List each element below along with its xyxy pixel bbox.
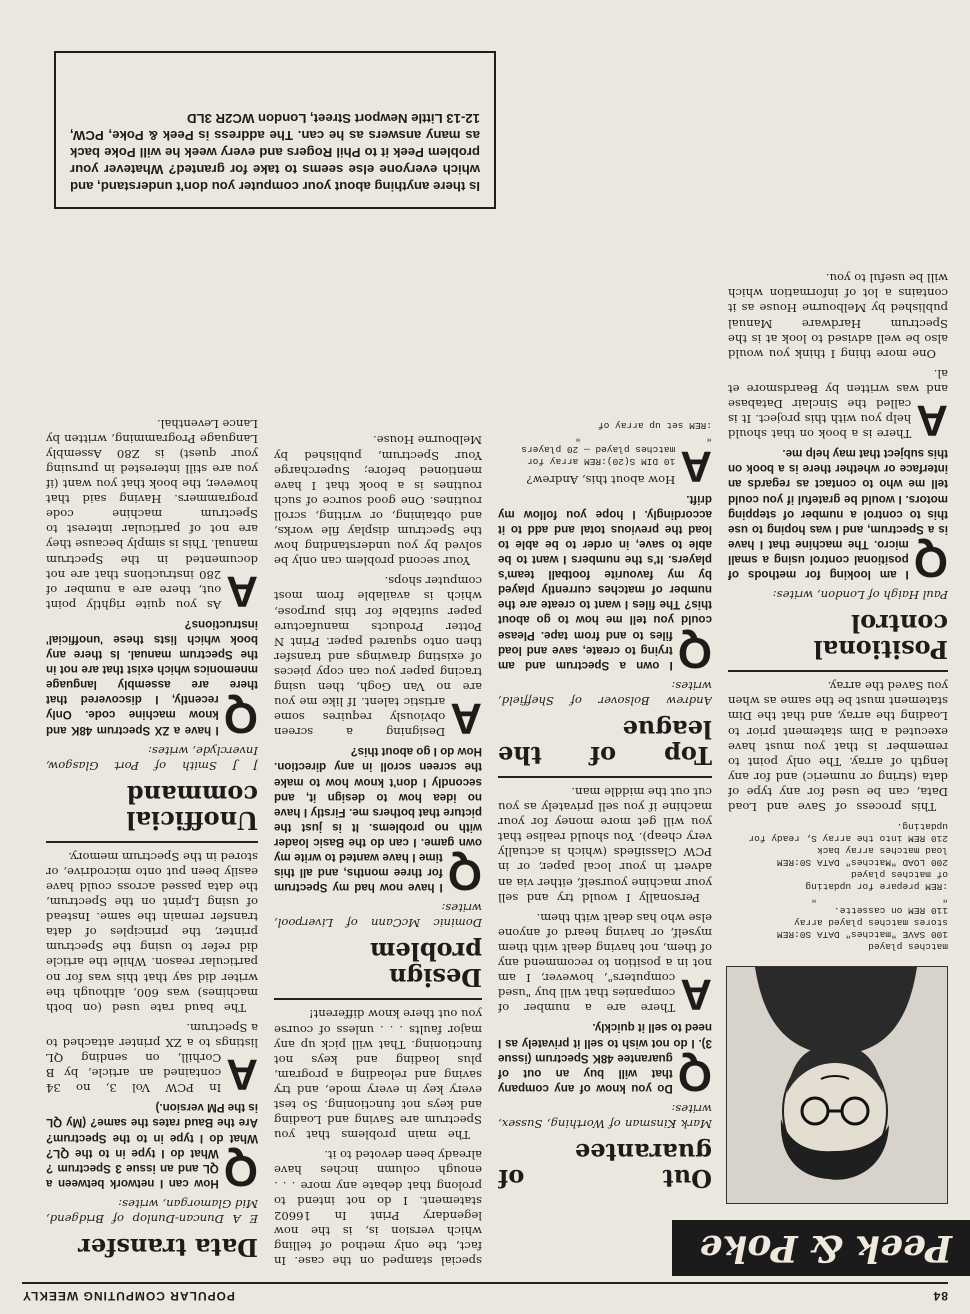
code-line: 200 LOAD "Matches" DATA S0:REM — [776, 857, 948, 868]
letter-author: J J Smith of Port Glasgow, Inverclyde, writes: — [46, 743, 258, 773]
article-heading: Out of guarantee — [498, 1138, 712, 1193]
section-divider — [46, 841, 258, 843]
code-line: stores matches played array — [794, 917, 948, 928]
answer-text: A There are a number of companies that will buy "used computers", however, I am not in a position to recommend any of them, not having dealt with them myself, or having heard of anyone else who has dealt with them. — [498, 910, 712, 1020]
code-line: " " — [575, 431, 712, 443]
column-2 — [498, 49, 712, 1199]
body-paragraph: The baud rate used (on both machines) was 600, although the writer did say that this was for no particular reason. While the article did refer to using the Spectrum printer, the principles of data transfer remain the same. Instead of using Lprint on the Spectrum, the data passed across could have easily been put onto microdrive, or stored in the Spectrum memory. — [46, 849, 258, 1015]
question-initial: Q — [677, 1050, 712, 1100]
column-4 — [46, 218, 258, 1268]
article-heading: Design problem — [370, 937, 482, 993]
magazine-title: POPULAR COMPUTING WEEKLY — [22, 1289, 235, 1303]
code-line: :REM set up array of — [597, 419, 712, 431]
answer-initial: A — [226, 1050, 258, 1100]
question-text: Q I have a ZX Spectrum 48K and know machine code. Only recently, I discovered that there are assembly language mnemonics which exist that are not in the Spectrum manual. Is there any book which lists these 'unofficial' instructions? — [46, 617, 258, 742]
code-line: 10 DIM S(20):REM array for — [526, 455, 676, 467]
code-line: :REM prepare for updating — [805, 881, 948, 892]
letter-author: E A Duncan-Dunlop of Bridgend, Mid Glamorgan, writes: — [46, 1196, 258, 1226]
question-text: Q How can I network between a QL and an issue 3 Spectrum ? What do I type in to the QL? What do I type in to the Spectrum? Are the Baud rates the same? (My QL is the PM version.) — [46, 1101, 258, 1195]
question-initial: Q — [913, 537, 948, 587]
code-line: " " — [811, 893, 948, 904]
answer-initial: A — [680, 441, 712, 491]
body-paragraph: One more thing I think you would also be well advised to look at is the Spectrum Hardware Manual published by Melbourne House as it contains a lot of information which will be useful to you. — [728, 271, 948, 361]
body-paragraph: The main problems that you Spectrum are Saving and Loading and keys not functioning. So test every key in every mode, and try saving and reloading a program, plus loading and keys not functioning. That will pick up any major faults . . . unless of course you out there know different! — [274, 1007, 482, 1143]
question-initial: Q — [447, 850, 482, 900]
column-1 — [728, 74, 948, 954]
section-divider — [274, 998, 482, 1000]
section-divider — [498, 776, 712, 778]
question-text: Q I own a Spectrum and am trying to create, save and load files to and from tape. Please could you tell me how to go about this? The files I want to create are the number of matches currently played by my favourite football team's players. It's the numbers I want to be able to save, in order to be able to load the previous total and add to it accordingly. I hope you follow my drift. — [498, 492, 712, 677]
portrait-image — [727, 967, 947, 1203]
letter-author: Dominic McCann of Liverpool, writes: — [274, 901, 482, 931]
question-text: Q I have now had my Spectrum for three months, and all this time I have wanted to write my own game. I can do the Basic loader with no problems. It is just the picture that bothers me. Firstly I have no idea how to design it, and secondly I don't know how to make the screen scroll in any direction. How do I go about this? — [274, 745, 482, 900]
article-heading: Top of the league — [498, 714, 712, 770]
code-line: 100 SAVE "matches" DATA S0:REM — [776, 929, 948, 940]
question-initial: Q — [677, 627, 712, 677]
body-paragraph: Your second problem can only be solved by you understanding how the Spectrum display file works, and obtaining, or writing, scroll routines. One good source of such routines is a book that I have mentioned before; Supercharge Your Spectrum, published by Melbourne House. — [274, 433, 482, 569]
code-line: load matches array back — [816, 845, 948, 856]
body-paragraph: special stamped on the case. In fact, the only method of telling which version is, is the now legendary Print In 16602 statement. I do not intend to prolong that debate any more . . . enough column inches have already been devoted to it. — [274, 1148, 482, 1268]
question-initial: Q — [223, 1145, 258, 1195]
answer-initial: A — [680, 970, 712, 1020]
columnist-photo — [726, 966, 948, 1204]
reader-info-box: Is there anything about your computer you don't understand, and which everyone else seems to take for granted? Whatever your problem Peek it to Phil Rogers and every week he will Poke back as many answers as he can. The address is Peek & Poke, PCW, 12-13 Little Newport Street, London WC2R 3LD — [54, 51, 496, 209]
code-line: matches played — 20 players — [521, 443, 676, 455]
question-text: Q Do you know of any company that will buy an out of guarantee 48K Spectrum (issue 3). I do not wish to sell it privately as I need to sell it quickly. — [498, 1021, 712, 1100]
page-number: 84 — [932, 1289, 948, 1303]
section-banner: Peek & Poke — [672, 1220, 970, 1276]
code-line: updating. — [896, 821, 948, 832]
question-initial: Q — [223, 692, 258, 742]
code-line: 110 REM on cassette. — [833, 905, 948, 916]
page-header — [22, 1282, 948, 1306]
section-divider — [728, 670, 948, 672]
answer-initial: A — [916, 396, 948, 446]
body-paragraph: This process of Save and Load Data, can be used for any type of data (string or numeric) and for any length of array. The only point to remember is that you must have executed a Dim statement prior to Loading the array, and that the Dim statement must be the same as when you Saved the array. — [728, 679, 948, 814]
article-heading: Positional control — [813, 609, 948, 665]
letter-author: Mark Kinsman of Worthing, Sussex, writes: — [498, 1101, 712, 1131]
answer-text: A There is a book on that should help you with this project. It is called the Sinclair Database and was written by Beardsmore et al. — [728, 366, 948, 446]
article-heading: Unofficial command — [126, 779, 258, 835]
article-heading: Data transfer — [78, 1233, 258, 1262]
code-listing — [728, 820, 948, 952]
letter-author: Andrew Bolsover of Sheffield, writes: — [498, 678, 712, 708]
code-line: matches played — [868, 941, 948, 952]
code-line: of matches played — [851, 869, 948, 880]
answer-initial: A — [226, 566, 258, 616]
body-paragraph: Personally I would try and sell your machine yourself, either via an advert in your local paper, or in PCW Classifieds (which is actually very cheap). You should realise that you will get more money for your machine if you sell privately as you cut out the middle man. — [498, 785, 712, 905]
answer-text: A Designing a screen obviously requires some artistic talent. If like me you are no Van Gogh, then using tracing paper you can copy pieces of existing drawings and transfer then onto squared paper. Print N Potter Products manufacture paper suitable for this purpose, which is available from most computer shops. — [274, 574, 482, 744]
letter-author: Paul Haigh of London, writes: — [772, 588, 948, 603]
answer-initial: A — [450, 694, 482, 744]
code-line: 210 REM into the array S, ready for — [748, 833, 948, 844]
column-3 — [274, 218, 482, 1268]
answer-text: A In PCW Vol 3, no 34 contained an article, by B Corhill, on sending QL listings to a ZX printer attached to a Spectrum. — [46, 1020, 258, 1100]
answer-text: A As you quite rightly point out, there are a number of 280 instructions that are not documented in the Spectrum manual. This is simply because they are not of particular interest to Spectrum machine code programmers. Having said that however, the book that you want (if you are still interested in pursuing your quest) is Z80 Assembly Language Programming, written by Lance Leventhal. — [46, 416, 258, 616]
answer-text: A How about this, Andrew? — [526, 441, 712, 491]
question-text: Q I am looking for methods of positional control using a small micro. The machine that I have is a Spectrum, and I was hoping to use this to control a number of stepping motors. I would be grateful if you could tell me who to contact as regards an interface or whether there is a book on this subject that may help me. — [728, 447, 948, 587]
